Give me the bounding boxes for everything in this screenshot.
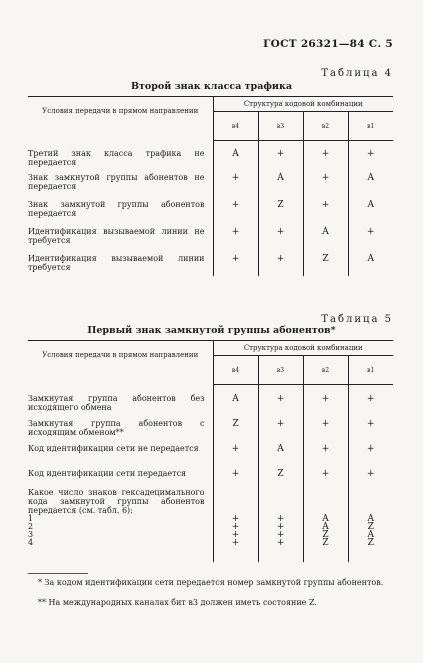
multi-row-text: Какое число знаков гексадецимального кода замкнутой группы абонентов передается (см. табл. 6): <box>28 487 205 515</box>
value-cell: + <box>348 385 393 415</box>
condition-cell: Третий знак класса трафика не передается <box>28 141 213 167</box>
value-cell: A <box>232 394 239 404</box>
table4-bit-header: в1 <box>348 112 393 141</box>
value-cell: A <box>232 149 239 159</box>
value-cell: + <box>258 385 303 415</box>
table-row <box>28 385 393 415</box>
value-cell: A <box>348 167 393 194</box>
footnote-divider <box>28 573 88 574</box>
value-cell: Z <box>232 418 239 429</box>
value-cell: + <box>231 443 240 454</box>
table-row <box>28 415 393 440</box>
table4 <box>28 96 393 276</box>
condition-cell: Знак замкнутой группы абонентов передается <box>28 194 213 221</box>
table4-bit-header: в3 <box>258 112 303 141</box>
condition-cell: Код идентификации сети не передается <box>28 440 213 465</box>
table5-bit-header: в2 <box>303 356 348 385</box>
value-cell: + <box>303 385 348 415</box>
table4-struct-header: Структура кодовой комбинации <box>213 97 393 112</box>
item-label: 4 <box>28 537 34 547</box>
value-cell: A <box>348 248 393 276</box>
table-row <box>28 221 393 248</box>
value-cell: + <box>348 415 393 440</box>
table-row <box>28 194 393 221</box>
table5-bit-header: в4 <box>213 356 258 385</box>
value-cell: + <box>303 440 348 465</box>
value-cell: Z <box>303 248 348 276</box>
table4-title: Второй знак класса трафика <box>131 81 292 92</box>
value-cell: + <box>348 141 393 167</box>
value-cell: A <box>303 221 348 248</box>
table4-bit-header: в2 <box>303 112 348 141</box>
footnote-1: * За кодом идентификации сети передается номер замкнутой группы абонентов. <box>38 578 384 587</box>
condition-cell: Замкнутая группа абонентов без исходящего обмена <box>28 385 213 415</box>
value-cell: + <box>231 468 240 479</box>
value-cell: + <box>231 226 240 237</box>
value-cell: Z <box>322 537 329 548</box>
table5-bit-header: в1 <box>348 356 393 385</box>
value-cell: + <box>303 141 348 167</box>
footnote-2: ** На международных каналах бит в3 должен иметь состояние Z. <box>38 598 317 607</box>
value-cell: + <box>258 248 303 276</box>
table-row <box>28 440 393 465</box>
condition-cell: Код идентификации сети передается <box>28 465 213 484</box>
value-cell: + <box>303 194 348 221</box>
value-cell: + <box>231 529 240 540</box>
value-stack <box>303 484 348 562</box>
condition-cell: Идентификация вызываемой линии не требуется <box>28 221 213 248</box>
item-label: 3 <box>28 529 34 539</box>
item-label: 2 <box>28 521 34 531</box>
value-cell: + <box>276 521 285 532</box>
value-cell: + <box>231 172 240 183</box>
value-cell: + <box>276 513 285 524</box>
value-cell: + <box>276 529 285 540</box>
value-stack <box>213 484 258 562</box>
value-cell: A <box>322 521 329 532</box>
value-cell: + <box>231 253 240 264</box>
table5-title: Первый знак замкнутой группы абонентов* <box>87 325 336 336</box>
table4-number: Таблица 4 <box>321 68 393 79</box>
value-stack <box>348 484 393 562</box>
value-cell: A <box>258 440 303 465</box>
value-cell: + <box>348 221 393 248</box>
condition-cell: Идентификация вызываемой линии требуется <box>28 248 213 276</box>
condition-cell: Замкнутая группа абонентов с исходящим обменом** <box>28 415 213 440</box>
table-row <box>28 167 393 194</box>
condition-cell: Знак замкнутой группы абонентов не передается <box>28 167 213 194</box>
value-cell: + <box>231 199 240 210</box>
value-cell: A <box>322 513 329 524</box>
table5 <box>28 340 393 562</box>
condition-cell <box>28 484 213 562</box>
table4-cond-header: Условия передачи в прямом направлении <box>28 97 213 141</box>
table-row <box>28 484 393 562</box>
multi-row-items <box>28 515 205 547</box>
value-cell: Z <box>322 529 329 540</box>
value-cell: A <box>367 513 374 524</box>
value-cell: + <box>258 415 303 440</box>
value-cell: + <box>231 521 240 532</box>
table5-number: Таблица 5 <box>321 314 393 325</box>
value-cell: Z <box>367 521 374 532</box>
value-cell: A <box>258 167 303 194</box>
page-header: ГОСТ 26321—84 С. 5 <box>263 38 393 50</box>
table5-cond-header: Условия передачи в прямом направлении <box>28 341 213 385</box>
value-cell: + <box>303 167 348 194</box>
value-cell: + <box>231 513 240 524</box>
value-cell: + <box>258 141 303 167</box>
table-row <box>28 141 393 167</box>
value-stack <box>258 484 303 562</box>
value-cell: + <box>258 221 303 248</box>
item-label: 1 <box>28 513 34 523</box>
value-cell: + <box>348 440 393 465</box>
value-cell: + <box>231 537 240 548</box>
table5-struct-header: Структура кодовой комбинации <box>213 341 393 356</box>
value-cell: Z <box>258 465 303 484</box>
table-row <box>28 248 393 276</box>
value-cell: + <box>303 465 348 484</box>
value-cell: + <box>303 415 348 440</box>
table5-bit-header: в3 <box>258 356 303 385</box>
value-cell: Z <box>258 194 303 221</box>
table4-bit-header: в4 <box>213 112 258 141</box>
table-row <box>28 465 393 484</box>
value-cell: Z <box>367 537 374 548</box>
value-cell: + <box>276 537 285 548</box>
value-cell: A <box>348 194 393 221</box>
value-cell: + <box>348 465 393 484</box>
value-cell: A <box>367 529 374 540</box>
